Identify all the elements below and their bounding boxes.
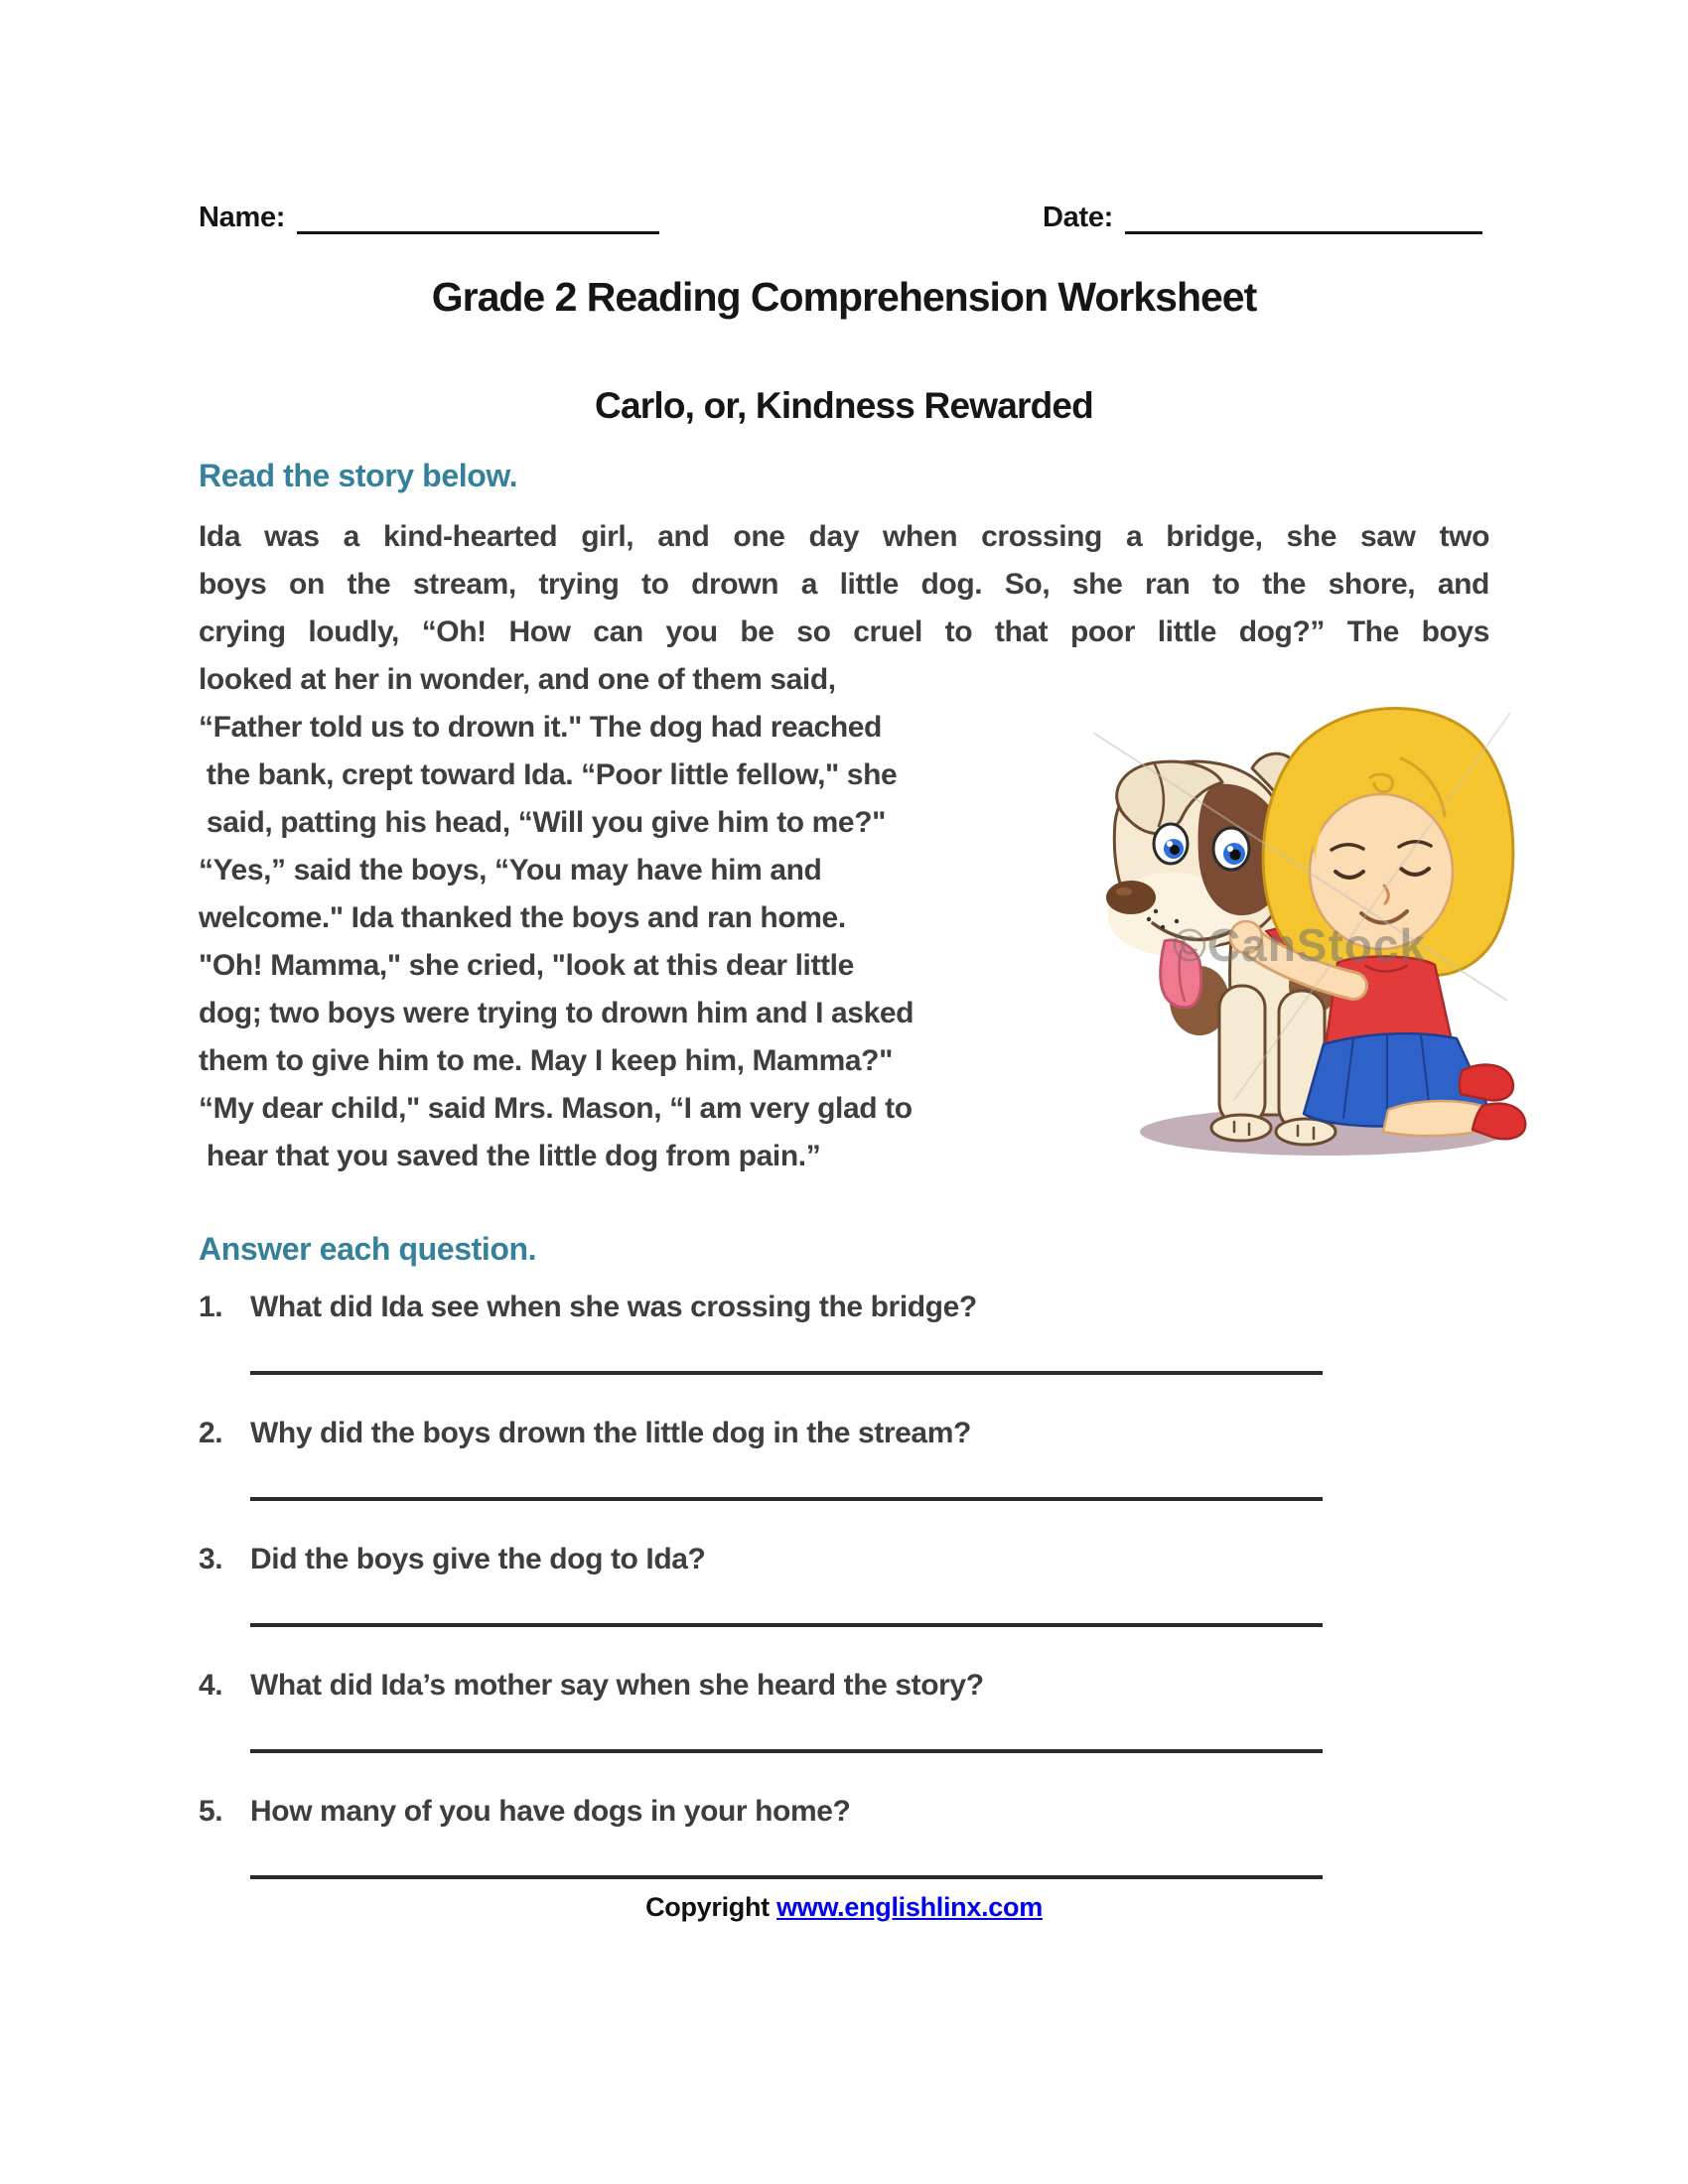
question-row bbox=[199, 1284, 1489, 1331]
answer-line bbox=[250, 1371, 1323, 1375]
question-block bbox=[199, 1284, 1489, 1375]
question-block bbox=[199, 1788, 1489, 1879]
story-line: said, patting his head, “Will you give him to me?" bbox=[199, 806, 886, 839]
story-line: crying loudly, “Oh! How can you be so cruel to that poor little dog?” The boys bbox=[199, 615, 1489, 648]
footer bbox=[0, 1892, 1688, 1923]
answer-line bbox=[250, 1749, 1323, 1753]
girl-hugging-dog-illustration bbox=[1085, 673, 1527, 1164]
questions-list bbox=[199, 1284, 1489, 1914]
question-row bbox=[199, 1536, 1489, 1583]
answer-line bbox=[250, 1623, 1323, 1627]
name-label: Name: bbox=[199, 202, 286, 233]
story-line: dog; two boys were trying to drown him and I asked bbox=[199, 997, 914, 1029]
answer-line bbox=[250, 1497, 1323, 1501]
name-field bbox=[199, 202, 659, 234]
story-line: welcome." Ida thanked the boys and ran home. bbox=[199, 901, 846, 934]
story-line: the bank, crept toward Ida. “Poor little fellow," she bbox=[199, 758, 898, 791]
question-block bbox=[199, 1662, 1489, 1753]
question-row bbox=[199, 1410, 1489, 1457]
question-text: Did the boys give the dog to Ida? bbox=[250, 1543, 706, 1575]
story-line: hear that you saved the little dog from pain.” bbox=[199, 1140, 821, 1172]
question-text: How many of you have dogs in your home? bbox=[250, 1795, 851, 1828]
watermark-text: ©CanStock bbox=[1173, 919, 1427, 971]
story-line: boys on the stream, trying to drown a little dog. So, she ran to the shore, and bbox=[199, 568, 1489, 601]
date-label: Date: bbox=[1043, 202, 1114, 233]
story-line: them to give him to me. May I keep him, Mamma?" bbox=[199, 1044, 893, 1077]
question-row bbox=[199, 1662, 1489, 1709]
story-line: “Father told us to drown it." The dog had reached bbox=[199, 711, 882, 744]
question-text: What did Ida’s mother say when she heard the story? bbox=[250, 1669, 984, 1702]
name-underline bbox=[297, 205, 659, 234]
answer-line bbox=[250, 1875, 1323, 1879]
story-line: "Oh! Mamma," she cried, "look at this dear little bbox=[199, 949, 854, 982]
story-line: looked at her in wonder, and one of them said, bbox=[199, 663, 836, 696]
question-number: 3. bbox=[199, 1543, 223, 1575]
question-number: 2. bbox=[199, 1417, 223, 1449]
question-number: 4. bbox=[199, 1669, 223, 1702]
date-underline bbox=[1125, 205, 1482, 234]
answer-questions-heading: Answer each question. bbox=[199, 1231, 537, 1267]
question-number: 1. bbox=[199, 1291, 223, 1323]
question-number: 5. bbox=[199, 1795, 223, 1828]
question-text: What did Ida see when she was crossing the bridge? bbox=[250, 1291, 977, 1323]
question-text: Why did the boys drown the little dog in the stream? bbox=[250, 1417, 971, 1449]
story-line: “My dear child," said Mrs. Mason, “I am very glad to bbox=[199, 1092, 913, 1125]
story-line: “Yes,” said the boys, “You may have him and bbox=[199, 854, 822, 887]
question-row bbox=[199, 1788, 1489, 1836]
question-block bbox=[199, 1410, 1489, 1501]
copyright-link[interactable]: www.englishlinx.com bbox=[776, 1892, 1043, 1922]
date-field bbox=[1043, 202, 1482, 234]
copyright-label: Copyright bbox=[645, 1892, 777, 1922]
story-line: Ida was a kind-hearted girl, and one day when crossing a bridge, she saw two bbox=[199, 520, 1489, 553]
story-title: Carlo, or, Kindness Rewarded bbox=[595, 385, 1093, 426]
page-title: Grade 2 Reading Comprehension Worksheet bbox=[431, 274, 1257, 320]
question-block bbox=[199, 1536, 1489, 1627]
read-story-heading: Read the story below. bbox=[199, 458, 518, 493]
